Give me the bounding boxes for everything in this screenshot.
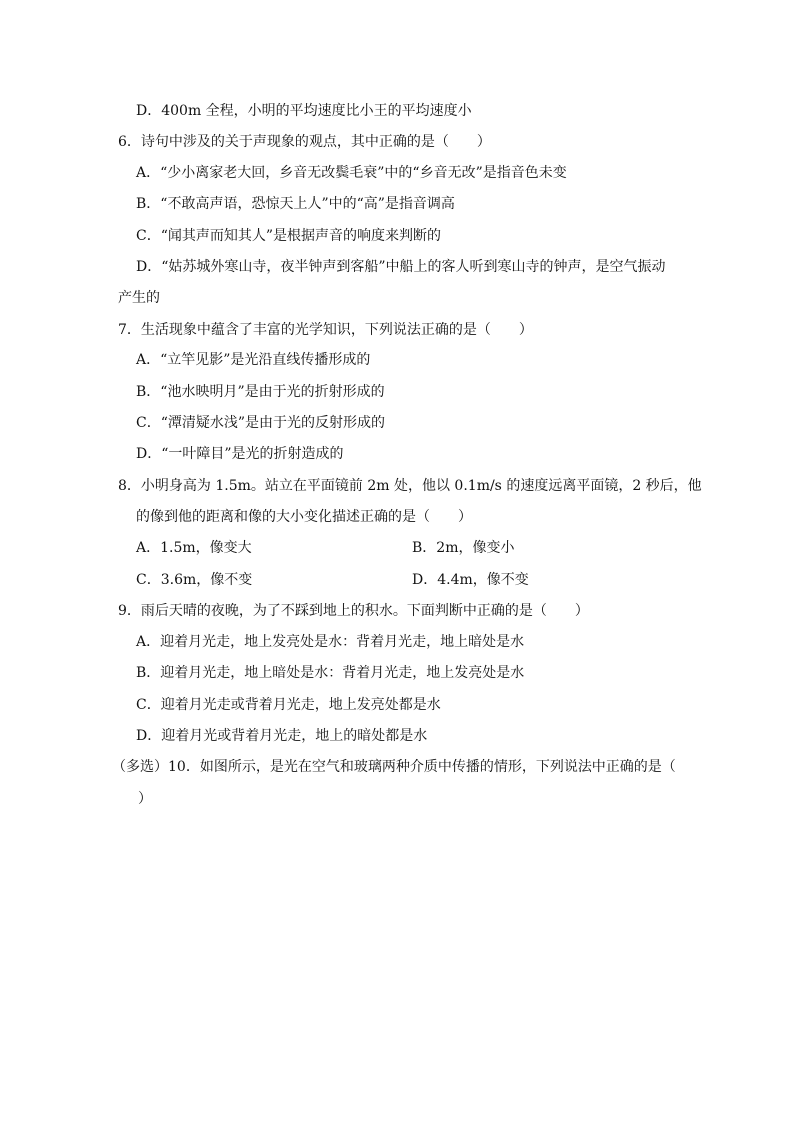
q7-option-b: B．“池水映明月”是由于光的折射形成的	[136, 384, 385, 400]
q10-stem-line1: （多选）10．如图所示，是光在空气和玻璃两种介质中传播的情形，下列说法中正确的是（	[112, 759, 676, 775]
q6-option-d-line2: 产生的	[118, 290, 160, 306]
q8-option-b: B．2m，像变小	[412, 540, 515, 556]
q8-option-c: C．3.6m，像不变	[136, 572, 253, 588]
q7-stem: 7．生活现象中蕴含了丰富的光学知识，下列说法正确的是（ ）	[118, 322, 533, 338]
q6-stem: 6．诗句中涉及的关于声现象的观点，其中正确的是（ ）	[118, 134, 491, 150]
q9-stem: 9．雨后天晴的夜晚，为了不踩到地上的积水。下面判断中正确的是（ ）	[118, 603, 589, 619]
q9-option-b: B．迎着月光走，地上暗处是水：背着月光走，地上发亮处是水	[136, 665, 525, 681]
q7-option-a: A．“立竿见影”是光沿直线传播形成的	[136, 352, 371, 368]
q9-option-a: A．迎着月光走，地上发亮处是水：背着月光走，地上暗处是水	[136, 634, 525, 650]
q7-option-c: C．“潭清疑水浅”是由于光的反射形成的	[136, 415, 386, 431]
q10-stem-line2: ）	[138, 791, 152, 807]
q6-option-a: A．“少小离家老大回，乡音无改鬓毛衰”中的“乡音无改”是指音色未变	[136, 165, 567, 181]
q9-option-c: C．迎着月光走或背着月光走，地上发亮处都是水	[136, 697, 441, 713]
q7-option-d: D．“一叶障目”是光的折射造成的	[136, 446, 344, 462]
q6-option-c: C．“闻其声而知其人”是根据声音的响度来判断的	[136, 228, 442, 244]
q5-option-d: D．400m 全程，小明的平均速度比小王的平均速度小	[136, 103, 472, 119]
q9-option-d: D．迎着月光或背着月光走，地上的暗处都是水	[136, 728, 428, 744]
q6-option-b: B．“不敢高声语，恐惊天上人”中的“高”是指音调高	[136, 196, 455, 212]
q6-option-d-line1: D．“姑苏城外寒山寺，夜半钟声到客船”中船上的客人听到寒山寺的钟声，是空气振动	[136, 259, 666, 275]
q8-stem-line1: 8．小明身高为 1.5m。站立在平面镜前 2m 处，他以 0.1m/s 的速度远离平面镜，2 秒后，他	[118, 478, 702, 494]
q8-option-a: A．1.5m，像变大	[136, 540, 252, 556]
q8-stem-line2: 的像到他的距离和像的大小变化描述正确的是（ ）	[136, 509, 472, 525]
q8-option-d: D．4.4m，像不变	[412, 572, 529, 588]
